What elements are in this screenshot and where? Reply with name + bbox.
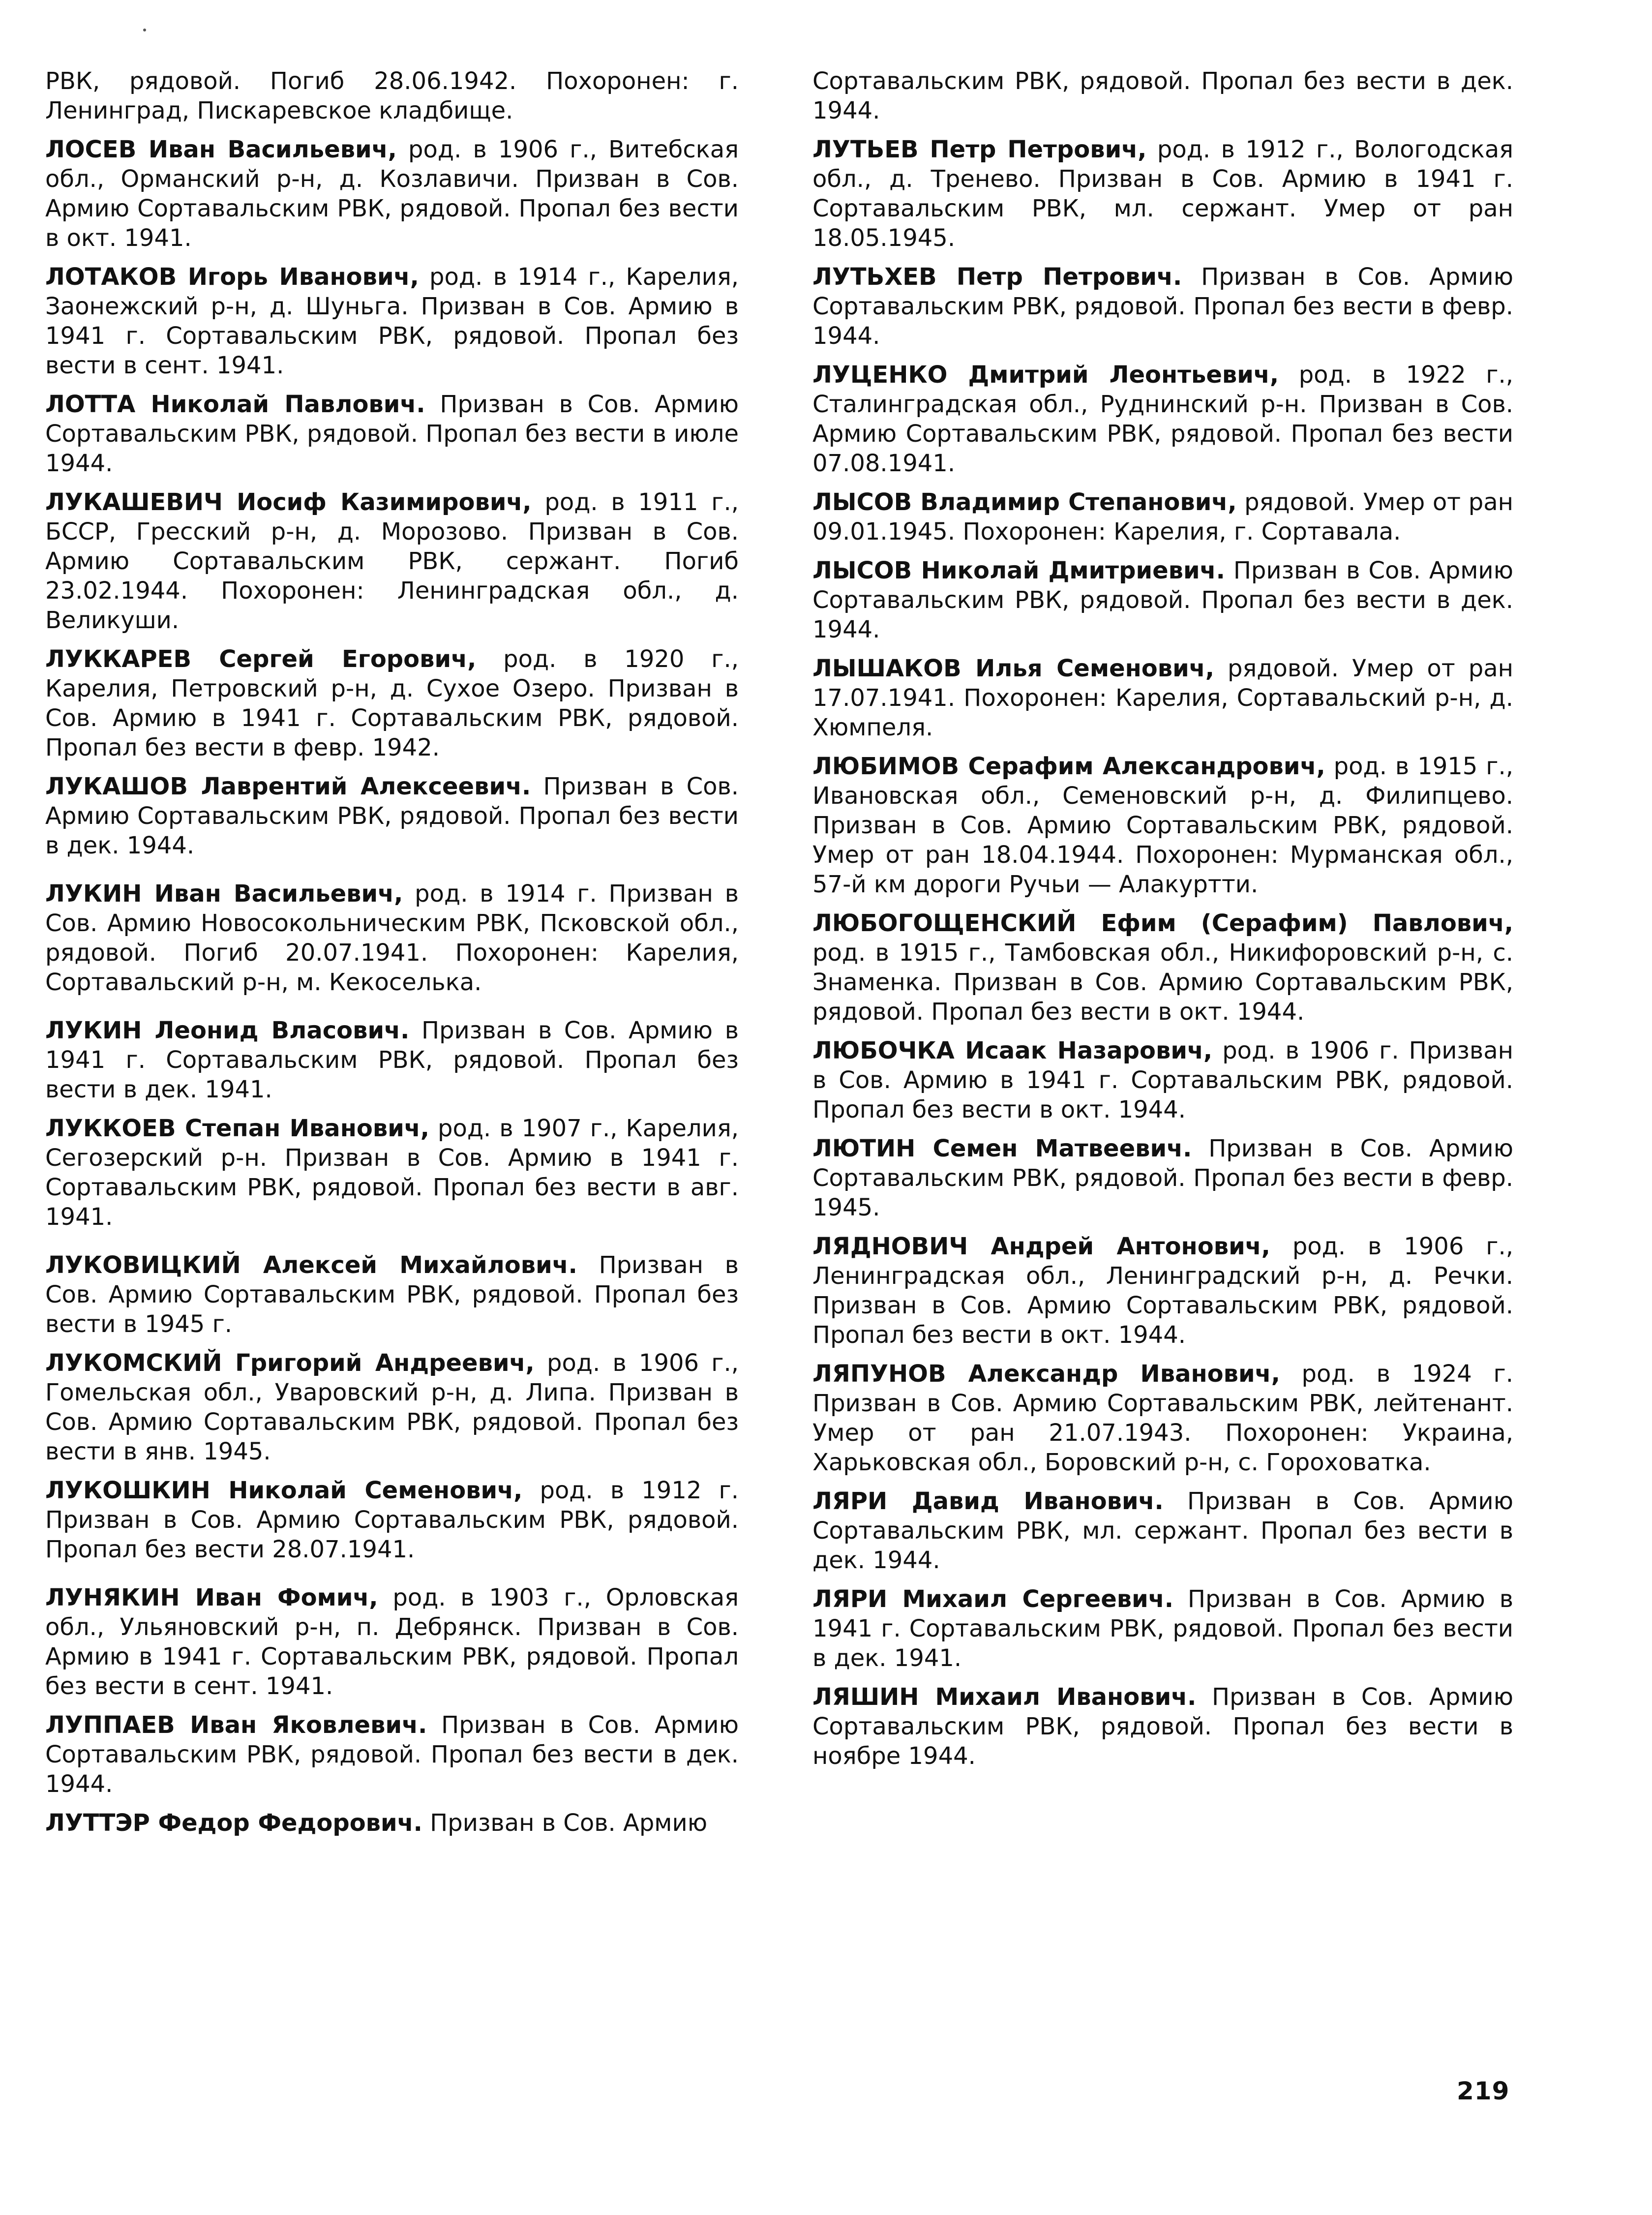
entry-name: ЛУКОМСКИЙ Григорий Андреевич,	[45, 1349, 535, 1377]
entry-text: род. в 1912 г., Вологодская обл., д. Тренево. Призван в Сов. Армию в 1941 г. Сортавальским РВК, мл. сержант. Умер от ран 18.05.1945.	[812, 136, 1513, 252]
entry-lyari-mikhail	[812, 1584, 1513, 1673]
entry-name: ЛЮБОГОЩЕНСКИЙ Ефим (Серафим) Павлович,	[812, 910, 1513, 937]
entry-lutsenko	[812, 360, 1513, 478]
entry-name: ЛЫСОВ Николай Дмитриевич.	[812, 557, 1225, 584]
entry-lyari-david	[812, 1487, 1513, 1575]
entry-text: РВК, рядовой. Погиб 28.06.1942. Похоронен: г. Ленинград, Пискаревское кладбище.	[45, 67, 739, 124]
entry-text: Призван в Сов. Армию Сортавальским РВК, рядовой. Пропал без вести в дек. 1944.	[45, 773, 739, 859]
entry-text: род. в 1906 г., Гомельская обл., Уваровский р-н, д. Липа. Призван в Сов. Армию Сортавальским РВК, рядовой. Пропал без вести в янв. 1945.	[45, 1349, 739, 1465]
entry-continuation	[812, 66, 1513, 125]
entry-text: рядовой. Умер от ран 09.01.1945. Похоронен: Карелия, г. Сортавала.	[812, 488, 1513, 546]
entry-text: Призван в Сов. Армию Сортавальским РВК, рядовой. Пропал без вести в июле 1944.	[45, 391, 739, 477]
entry-lyubogoshchensky	[812, 909, 1513, 1027]
entry-lukovitsky	[45, 1250, 739, 1339]
entry-lyubimov	[812, 752, 1513, 899]
entry-lutter	[45, 1808, 739, 1838]
entry-name: ЛУППАЕВ Иван Яковлевич.	[45, 1711, 427, 1739]
entry-name: ЛУЦЕНКО Дмитрий Леонтьевич,	[812, 361, 1279, 389]
entry-text: род. в 1906 г., Ленинградская обл., Ленинградский р-н, д. Речки. Призван в Сов. Армию Сортавальским РВК, рядовой. Пропал без вести в окт. 1944.	[812, 1233, 1514, 1349]
entry-name: ЛУКАШЕВИЧ Иосиф Казимирович,	[45, 488, 532, 516]
entry-text: Призван в Сов. Армию Сортавальским РВК, рядовой. Пропал без вести в февр. 1944.	[812, 263, 1513, 350]
entry-lyutin	[812, 1134, 1513, 1222]
entry-text: Призван в Сов. Армию Сортавальским РВК, рядовой. Пропал без вести в 1945 г.	[45, 1251, 739, 1338]
entry-name: ЛЯШИН Михаил Иванович.	[812, 1683, 1197, 1711]
entry-lukin-leonid	[45, 1016, 739, 1104]
entry-lyapunov	[812, 1359, 1513, 1477]
entry-name: ЛЯРИ Давид Иванович.	[812, 1487, 1164, 1515]
entry-text: Призван в Сов. Армию Сортавальским РВК, мл. сержант. Пропал без вести в дек. 1944.	[812, 1487, 1513, 1574]
entry-text: род. в 1907 г., Карелия, Сегозерский р-н. Призван в Сов. Армию в 1941 г. Сортавальским РВК, рядовой. Пропал без вести в авг. 1941.	[45, 1115, 739, 1231]
entry-continuation	[45, 66, 739, 125]
page-number: 219	[1457, 2077, 1510, 2105]
entry-text: Призван в Сов. Армию	[422, 1809, 708, 1837]
entry-text: род. в 1924 г. Призван в Сов. Армию Сортавальским РВК, лейтенант. Умер от ран 21.07.1943. Похоронен: Украина, Харьковская обл., Боровский р-н, с. Гороховатка.	[812, 1360, 1513, 1476]
entry-name: ЛОСЕВ Иван Васильевич,	[45, 136, 397, 163]
entry-name: ЛЯПУНОВ Александр Иванович,	[812, 1360, 1280, 1388]
entry-name: ЛЯРИ Михаил Сергеевич.	[812, 1585, 1173, 1613]
entry-lotta	[45, 390, 739, 478]
entry-name: ЛЮБОЧКА Исаак Назарович,	[812, 1037, 1213, 1064]
entry-name: ЛУКАШОВ Лаврентий Алексеевич.	[45, 773, 531, 800]
entry-name: ЛОТТА Николай Павлович.	[45, 391, 425, 418]
entry-text: род. в 1914 г., Карелия, Заонежский р-н, д. Шуньга. Призван в Сов. Армию в 1941 г. Сортавальским РВК, рядовой. Пропал без вести в сент. 1941.	[45, 263, 739, 379]
entry-lukkoev	[45, 1114, 739, 1232]
entry-lukashov	[45, 772, 739, 860]
entry-lukomsky	[45, 1348, 739, 1466]
entry-text: род. в 1915 г., Ивановская обл., Семеновский р-н, д. Филипцево. Призван в Сов. Армию Сортавальским РВК, рядовой. Умер от ран 18.04.1944. Похоронен: Мурманская обл., 57-й км дороги Ручьи — Алакуртти.	[812, 753, 1514, 898]
entry-text: род. в 1912 г. Призван в Сов. Армию Сортавальским РВК, рядовой. Пропал без вести 28.07.1941.	[45, 1477, 739, 1563]
entry-text: Призван в Сов. Армию Сортавальским РВК, рядовой. Пропал без вести в февр. 1945.	[812, 1135, 1513, 1221]
right-column	[812, 66, 1513, 1780]
entry-text: род. в 1911 г., БССР, Гресский р-н, д. Морозово. Призван в Сов. Армию Сортавальским РВК, сержант. Погиб 23.02.1944. Похоронен: Ленинградская обл., д. Великуши.	[45, 488, 739, 634]
entry-name: ЛУТТЭР Федор Федорович.	[45, 1809, 422, 1837]
entry-name: ЛЯДНОВИЧ Андрей Антонович,	[812, 1233, 1270, 1260]
entry-name: ЛУКИН Иван Васильевич,	[45, 880, 403, 908]
entry-name: ЛУККАРЕВ Сергей Егорович,	[45, 645, 477, 673]
entry-lunyakin	[45, 1583, 739, 1701]
entry-lukkarev	[45, 644, 739, 762]
entry-lyshakov	[812, 654, 1513, 742]
entry-lukashevich	[45, 487, 739, 635]
entry-text: Призван в Сов. Армию в 1941 г. Сортавальским РВК, рядовой. Пропал без вести в дек. 1941.	[45, 1017, 739, 1103]
entry-text: Призван в Сов. Армию Сортавальским РВК, рядовой. Пропал без вести в ноябре 1944.	[812, 1683, 1513, 1770]
entry-name: ЛУТЬЕВ Петр Петрович,	[812, 136, 1147, 163]
entry-text: Призван в Сов. Армию Сортавальским РВК, рядовой. Пропал без вести в дек. 1944.	[45, 1711, 739, 1798]
entry-text: род. в 1903 г., Орловская обл., Ульяновский р-н, п. Дебрянск. Призван в Сов. Армию в 1941 г. Сортавальским РВК, рядовой. Пропал без вести в сент. 1941.	[45, 1584, 739, 1700]
entry-lukoshkin	[45, 1476, 739, 1564]
entry-text: Сортавальским РВК, рядовой. Пропал без вести в дек. 1944.	[812, 67, 1513, 124]
entry-text: род. в 1906 г. Призван в Сов. Армию в 1941 г. Сортавальским РВК, рядовой. Пропал без вести в окт. 1944.	[812, 1037, 1513, 1123]
entry-lyubochka	[812, 1036, 1513, 1124]
entry-name: ЛУНЯКИН Иван Фомич,	[45, 1584, 378, 1611]
print-speck	[143, 29, 146, 31]
left-column	[45, 66, 739, 1847]
entry-lysov-nikolai	[812, 556, 1513, 644]
entry-name: ЛЮТИН Семен Матвеевич.	[812, 1135, 1192, 1162]
entry-text: Призван в Сов. Армию Сортавальским РВК, рядовой. Пропал без вести в дек. 1944.	[812, 557, 1513, 643]
entry-name: ЛУККОЕВ Степан Иванович,	[45, 1115, 430, 1142]
entry-name: ЛУКИН Леонид Власович.	[45, 1017, 410, 1044]
entry-text: род. в 1906 г., Витебская обл., Орманский р-н, д. Козлавичи. Призван в Сов. Армию Сортавальским РВК, рядовой. Пропал без вести в окт. 1941.	[45, 136, 739, 252]
entry-lyadnovich	[812, 1232, 1513, 1350]
entry-text: Призван в Сов. Армию в 1941 г. Сортавальским РВК, рядовой. Пропал без вести в дек. 1941.	[812, 1585, 1513, 1672]
entry-text: род. в 1914 г. Призван в Сов. Армию Новосокольническим РВК, Псковской обл., рядовой. Погиб 20.07.1941. Похоронен: Карелия, Сортавальский р-н, м. Кекоселька.	[45, 880, 739, 996]
entry-name: ЛУКОШКИН Николай Семенович,	[45, 1477, 523, 1504]
entry-name: ЛЫШАКОВ Илья Семенович,	[812, 655, 1214, 682]
entry-lukin-ivan	[45, 879, 739, 997]
entry-name: ЛОТАКОВ Игорь Иванович,	[45, 263, 419, 291]
entry-text: рядовой. Умер от ран 17.07.1941. Похоронен: Карелия, Сортавальский р-н, д. Хюмпеля.	[812, 655, 1513, 741]
entry-lysov-vladimir	[812, 487, 1513, 546]
entry-lutkhev	[812, 262, 1513, 351]
entry-name: ЛЮБИМОВ Серафим Александрович,	[812, 753, 1325, 780]
entry-lotakov	[45, 262, 739, 380]
entry-losev	[45, 135, 739, 253]
entry-lyashin	[812, 1682, 1513, 1771]
entry-text: род. в 1915 г., Тамбовская обл., Никифоровский р-н, с. Знаменка. Призван в Сов. Армию Сортавальским РВК, рядовой. Пропал без вести в окт. 1944.	[812, 939, 1513, 1026]
entry-text: род. в 1922 г., Сталинградская обл., Руднинский р-н. Призван в Сов. Армию Сортавальским РВК, рядовой. Пропал без вести 07.08.1941.	[812, 361, 1514, 477]
entry-lutev	[812, 135, 1513, 253]
entry-luppaev	[45, 1710, 739, 1799]
entry-text: род. в 1920 г., Карелия, Петровский р-н, д. Сухое Озеро. Призван в Сов. Армию в 1941 г. Сортавальским РВК, рядовой. Пропал без вести в февр. 1942.	[45, 645, 739, 761]
entry-name: ЛУТЬХЕВ Петр Петрович.	[812, 263, 1182, 291]
entry-name: ЛЫСОВ Владимир Степанович,	[812, 488, 1237, 516]
entry-name: ЛУКОВИЦКИЙ Алексей Михайлович.	[45, 1251, 577, 1279]
